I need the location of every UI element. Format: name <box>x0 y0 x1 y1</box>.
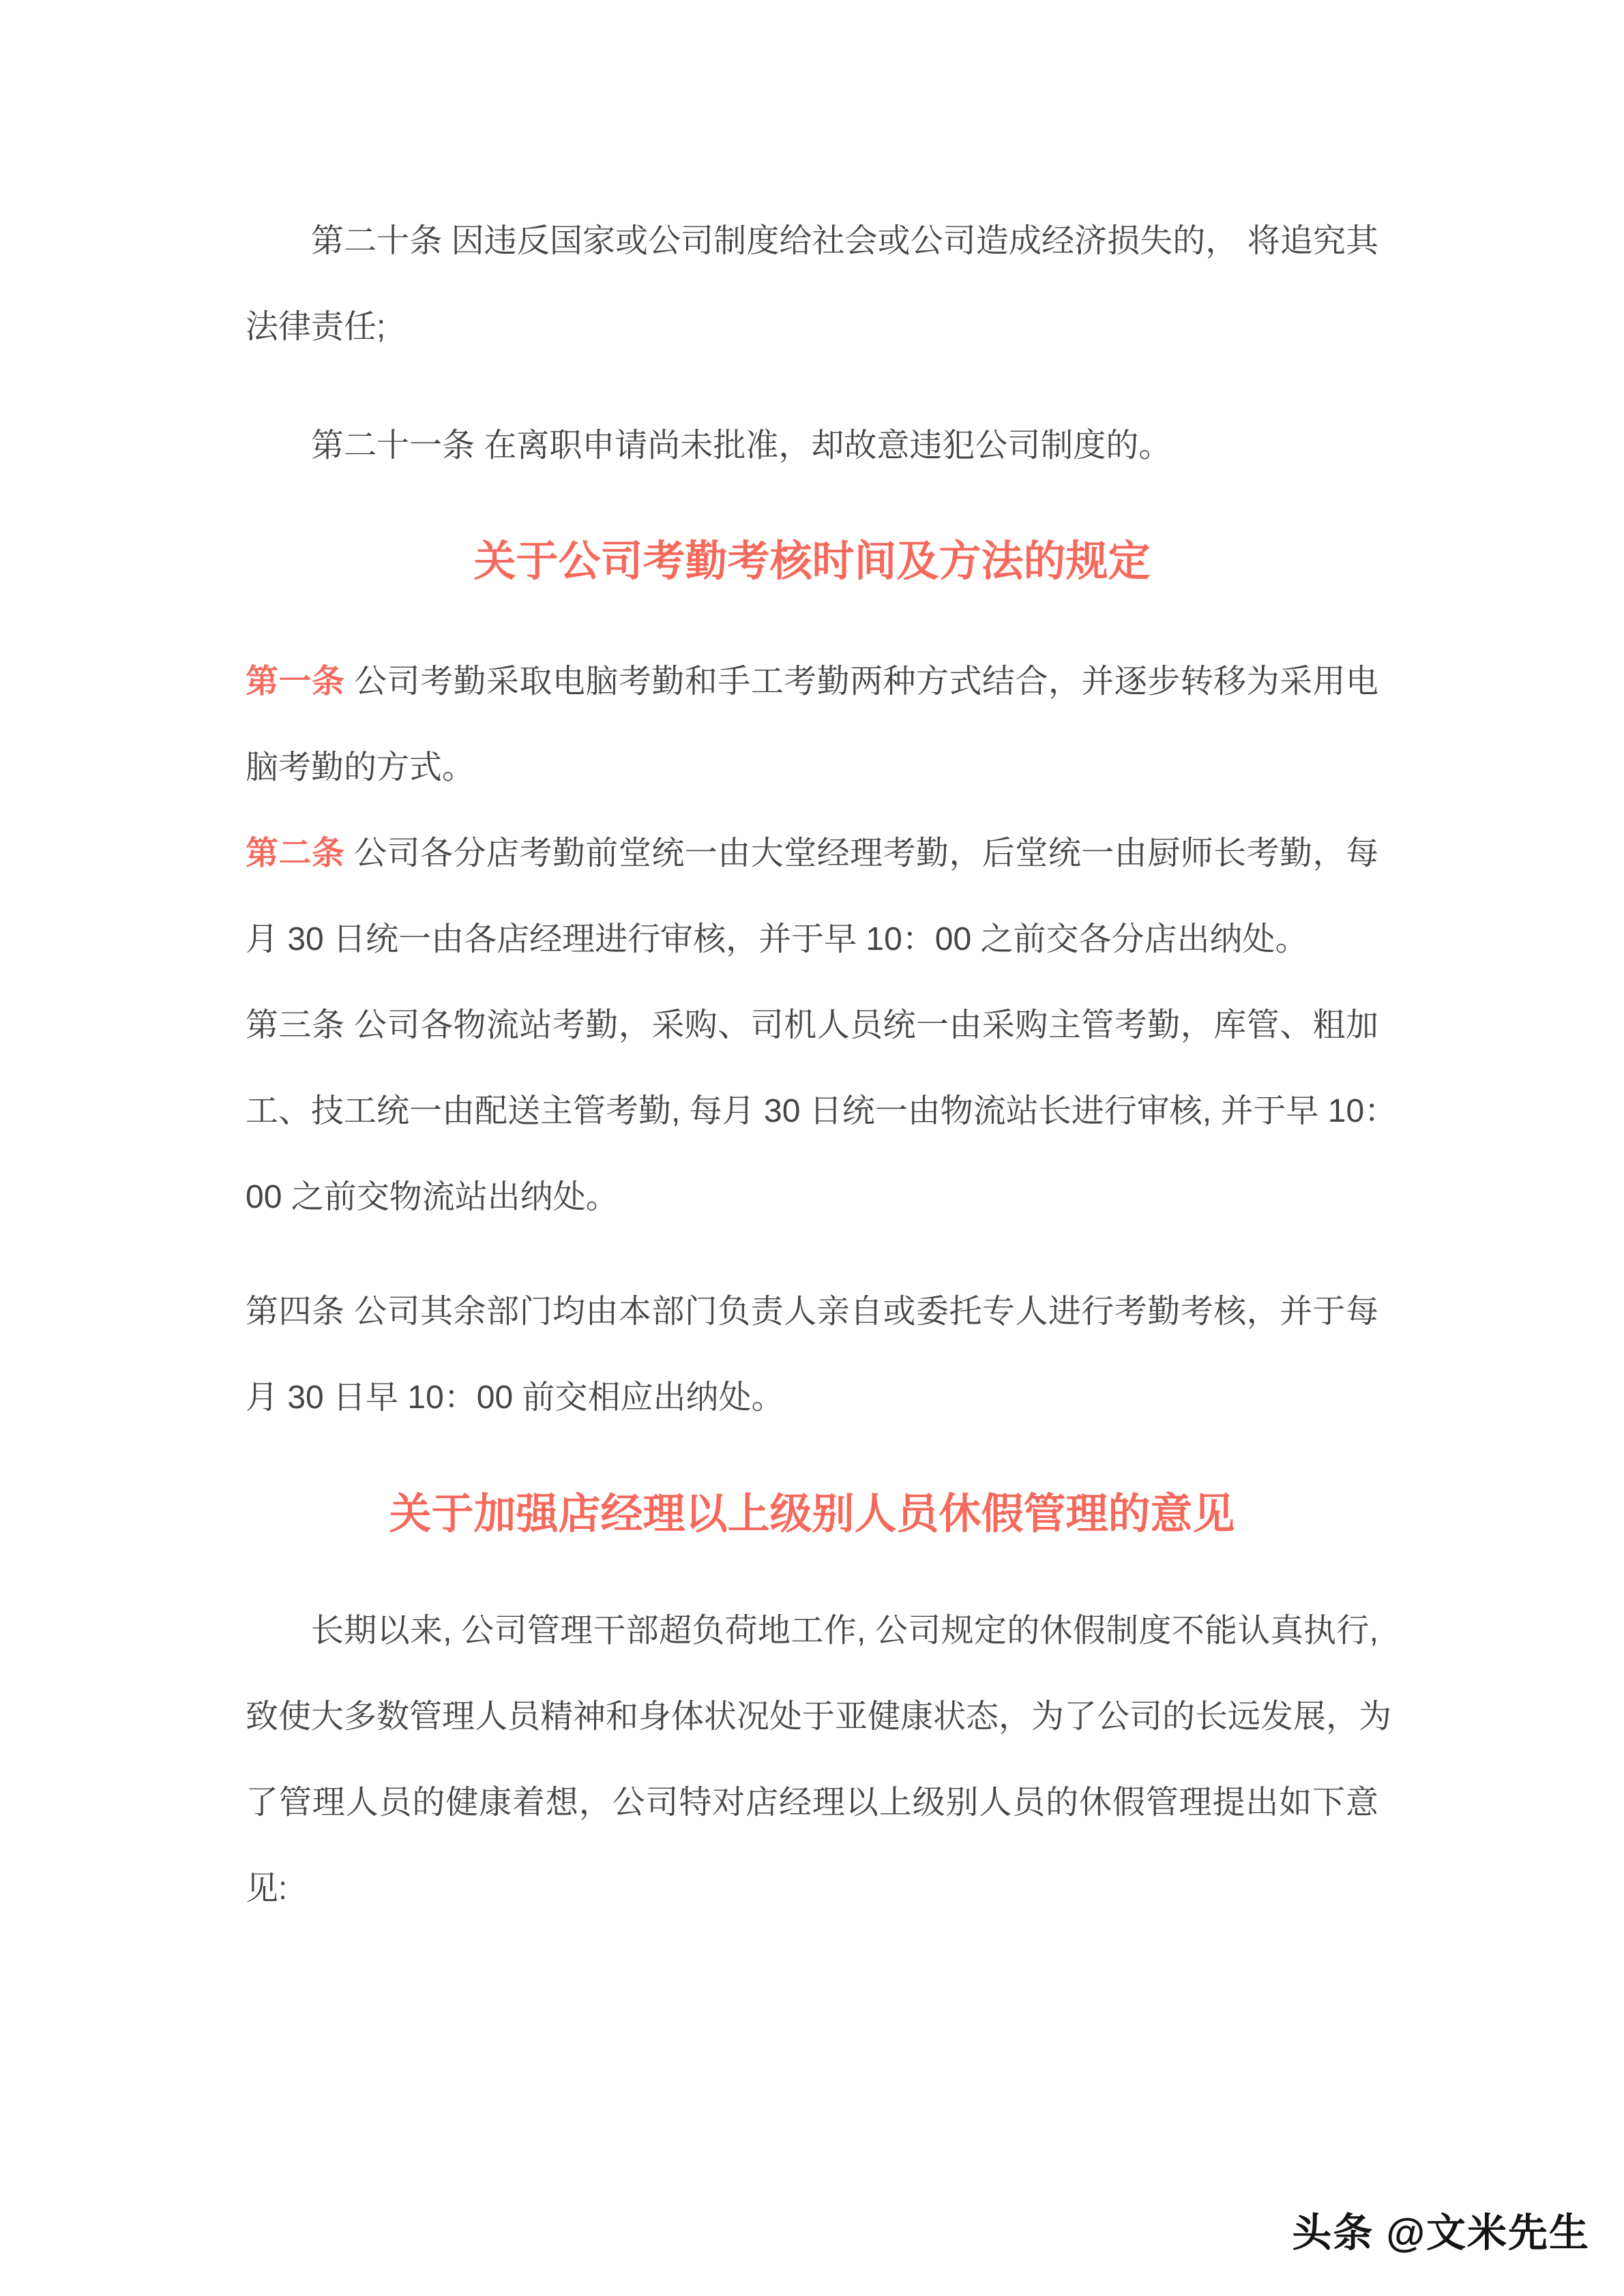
article-4-line-2: 月 30 日早 10：00 前交相应出纳处。 <box>246 1380 784 1416</box>
paragraph-article-20 <box>246 198 1378 370</box>
paragraph-article-21 <box>246 403 1378 489</box>
article-1-line-1 <box>246 639 1378 725</box>
article-3-line-3: 00 之前交物流站出纳处。 <box>246 1179 619 1215</box>
article-20-line-2: 法律责任; <box>246 309 386 345</box>
article-21-line-1: 第二十一条 在离职申请尚未批准，却故意违犯公司制度的。 <box>311 428 1172 464</box>
paragraph-article-2 <box>246 811 1378 983</box>
document-body <box>246 0 1398 1932</box>
leave-intro-line-4: 见: <box>246 1870 288 1907</box>
article-20-line-1: 第二十条 因违反国家或公司制度给社会或公司造成经济损失的， 将追究其 <box>311 223 1378 259</box>
article-3-line-2: 工、技工统一由配送主管考勤, 每月 30 日统一由物流站长进行审核, 并于早 10： <box>246 1093 1398 1129</box>
article-2-line-2: 月 30 日统一由各店经理进行审核，并于早 10：00 之前交各分店出纳处。 <box>246 921 1308 957</box>
section-heading-leave: 关于加强店经理以上级别人员休假管理的意见 <box>389 1491 1235 1538</box>
article-2-line-1 <box>246 811 1378 897</box>
article-1-line-2: 脑考勤的方式。 <box>246 749 475 786</box>
section-heading-attendance: 关于公司考勤考核时间及方法的规定 <box>473 538 1151 585</box>
article-1-text: 公司考勤采取电脑考勤和手工考勤两种方式结合，并逐步转移为采用电 <box>344 664 1378 700</box>
leave-intro-line-3: 了管理人员的健康着想，公司特对店经理以上级别人员的休假管理提出如下意 <box>246 1785 1378 1821</box>
article-3-line-1: 第三条 公司各物流站考勤，采购、司机人员统一由采购主管考勤，库管、粗加 <box>246 1007 1378 1043</box>
paragraph-article-4 <box>246 1269 1378 1441</box>
watermark-credit: 头条 @文米先生 <box>1292 2211 1590 2255</box>
paragraph-leave-intro <box>246 1588 1392 1932</box>
article-1-label: 第一条 <box>246 664 345 700</box>
paragraph-article-1 <box>246 639 1378 811</box>
leave-intro-line-1: 长期以来, 公司管理干部超负荷地工作, 公司规定的休假制度不能认真执行, <box>311 1613 1378 1649</box>
article-2-label: 第二条 <box>246 835 345 871</box>
paragraph-article-3 <box>246 983 1398 1240</box>
article-2-text: 公司各分店考勤前堂统一由大堂经理考勤，后堂统一由厨师长考勤，每 <box>344 835 1378 871</box>
article-4-line-1: 第四条 公司其余部门均由本部门负责人亲自或委托专人进行考勤考核，并于每 <box>246 1294 1378 1330</box>
leave-intro-line-2: 致使大多数管理人员精神和身体状况处于亚健康状态，为了公司的长远发展，为 <box>246 1699 1392 1735</box>
